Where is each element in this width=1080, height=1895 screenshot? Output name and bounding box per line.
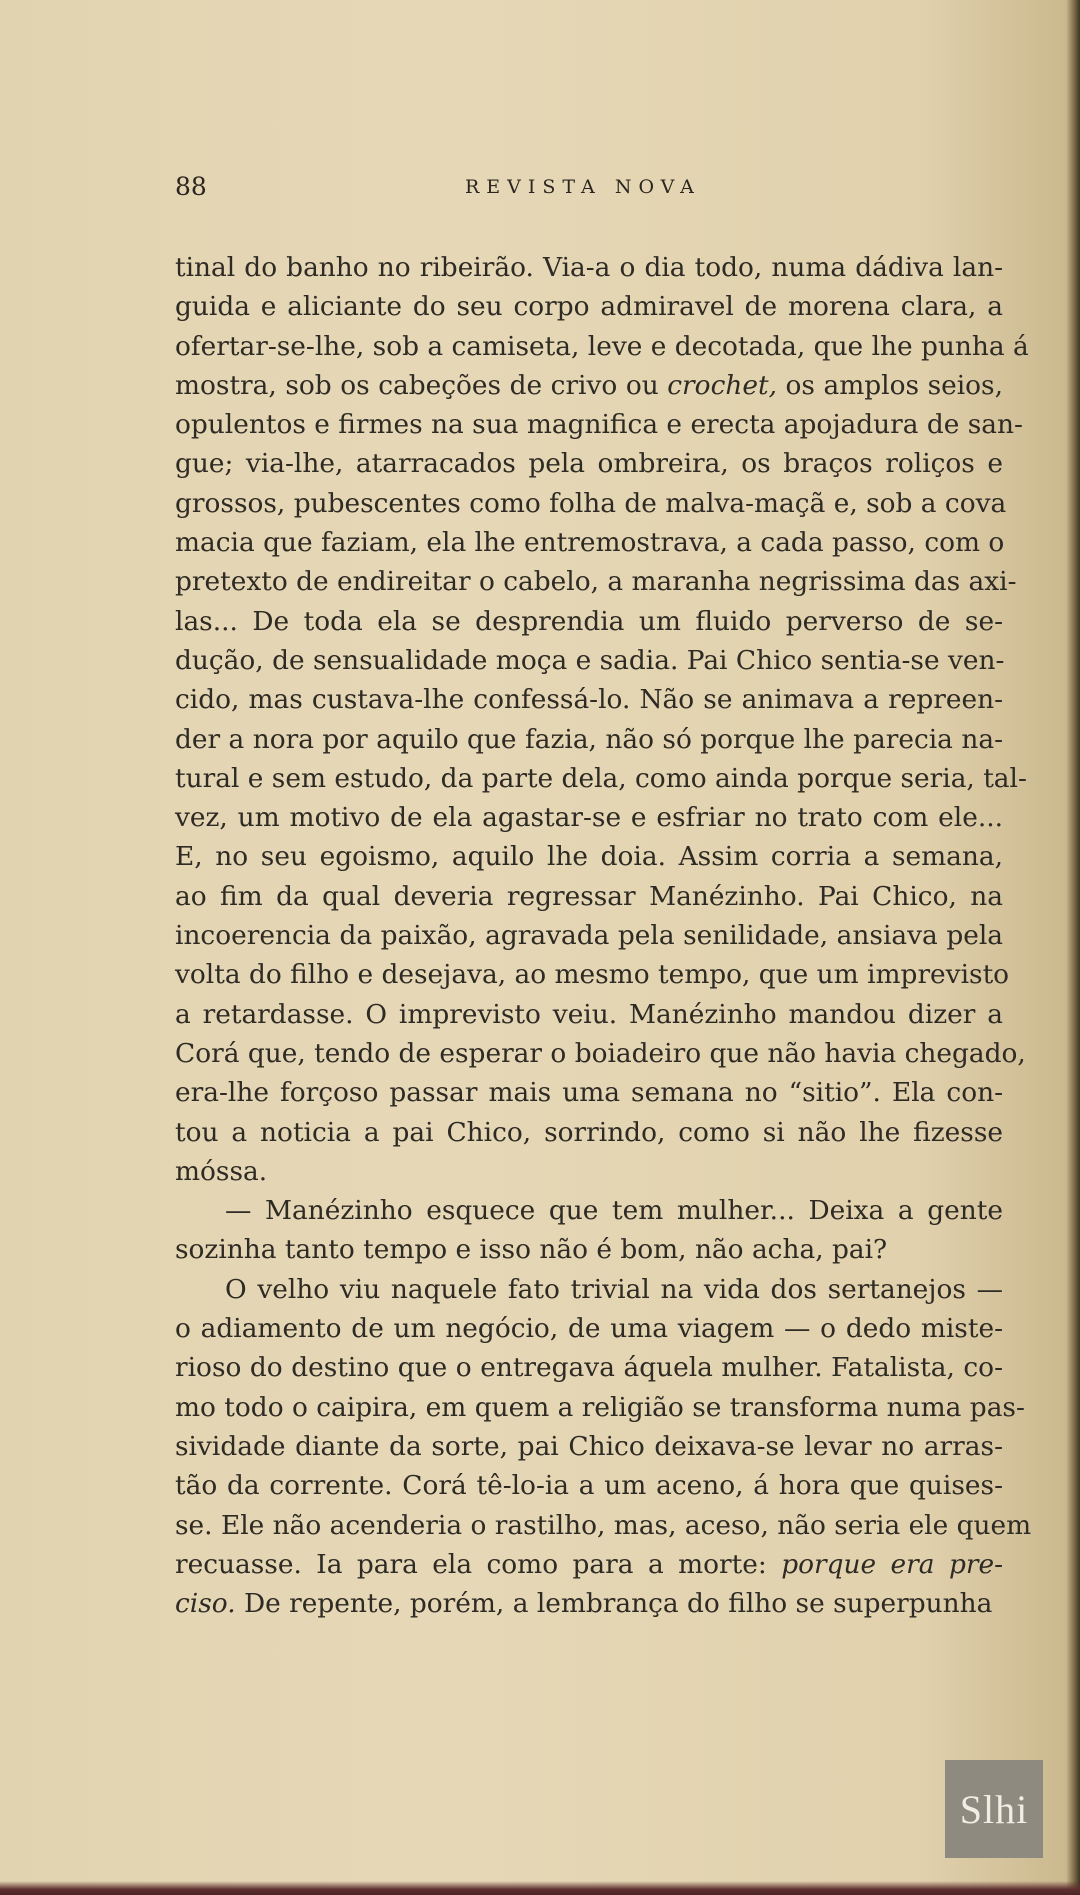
text-line: era-lhe forçoso passar mais uma semana no “sitio”. Ela con- — [175, 1077, 1003, 1109]
text-line — [175, 1584, 1003, 1623]
text-line: E, no seu egoismo, aquilo lhe doia. Assim corria a semana, — [175, 841, 1003, 873]
italic-text: crochet, — [667, 369, 777, 401]
page-number: 88 — [175, 172, 207, 201]
text-line: opulentos e firmes na sua magnifica e erecta apojadura de san- — [175, 409, 1023, 441]
library-stamp-logo — [945, 1760, 1043, 1858]
text-line: tinal do banho no ribeirão. Via-a o dia todo, numa dádiva lan- — [175, 252, 1003, 283]
text-line: tão da corrente. Corá tê-lo-ia a um aceno, á hora que quises- — [175, 1470, 1003, 1502]
text-line: grossos, pubescentes como folha de malva-maçã e, sob a cova — [175, 487, 1007, 519]
text-line: sozinha tanto tempo e isso não é bom, não acha, pai? — [175, 1234, 888, 1266]
text-segment: De repente, porém, a lembrança do filho se superpunha — [235, 1588, 993, 1620]
text-line: guida e aliciante do seu corpo admiravel de morena clara, a — [175, 291, 1003, 323]
paragraph — [175, 248, 1029, 1191]
page-edge-bottom — [0, 1881, 1080, 1895]
text-line: las... De toda ela se desprendia um fluido perverso de se- — [175, 605, 1003, 637]
text-segment: mostra, sob os cabeções de crivo ou — [175, 369, 668, 401]
text-line — [175, 1545, 1003, 1584]
text-line: se. Ele não acenderia o rastilho, mas, aceso, não seria ele quem — [175, 1509, 1032, 1541]
text-segment: recuasse. Ia para ela como para a morte: — [175, 1548, 782, 1580]
text-line: mo todo o caipira, em quem a religião se transforma numa pas- — [175, 1391, 1025, 1423]
text-segment: os amplos seios, — [776, 369, 1003, 401]
text-line: O velho viu naquele fato trivial na vida dos sertanejos — — [225, 1273, 1003, 1305]
text-line: tou a noticia a pai Chico, sorrindo, como si não lhe fizesse — [175, 1116, 1003, 1148]
text-line: dução, de sensualidade moça e sadia. Pai Chico sentia-se ven- — [175, 644, 1005, 676]
text-line: der a nora por aquilo que fazia, não só porque lhe parecia na- — [175, 723, 1003, 755]
text-line: ofertar-se-lhe, sob a camiseta, leve e decotada, que lhe punha á — [175, 330, 1029, 362]
text-line: gue; via-lhe, atarracados pela ombreira, os braços roliços e — [175, 448, 1003, 480]
text-line: incoerencia da paixão, agravada pela senilidade, ansiava pela — [175, 920, 1003, 952]
paragraph — [175, 1270, 1032, 1624]
text-line: — Manézinho esquece que tem mulher... Deixa a gente — [225, 1195, 1003, 1227]
text-line: pretexto de endireitar o cabelo, a maranha negrissima das axi- — [175, 566, 1017, 598]
italic-text: porque era pre- — [781, 1548, 1003, 1580]
text-line — [175, 366, 1003, 405]
running-head: REVISTA NOVA — [465, 176, 701, 198]
text-line: macia que faziam, ela lhe entremostrava, a cada passo, com o — [175, 527, 1005, 559]
text-line: tural e sem estudo, da parte dela, como ainda porque seria, tal- — [175, 762, 1027, 794]
library-stamp-text: Slhi — [959, 1786, 1029, 1832]
text-line: cido, mas custava-lhe confessá-lo. Não se animava a repreen- — [175, 684, 1003, 716]
text-line: ao fim da qual deveria regressar Manézinho. Pai Chico, na — [175, 880, 1003, 912]
text-line: Corá que, tendo de esperar o boiadeiro que não havia chegado, — [175, 1037, 1026, 1069]
italic-text: ciso. — [175, 1588, 236, 1620]
text-line: rioso do destino que o entregava áquela mulher. Fatalista, co- — [175, 1352, 1003, 1384]
page-header — [175, 172, 1003, 212]
text-line: volta do filho e desejava, ao mesmo tempo, que um imprevisto — [175, 959, 1010, 991]
paragraph — [175, 1191, 1003, 1270]
text-line: a retardasse. O imprevisto veiu. Manézinho mandou dizer a — [175, 998, 1003, 1030]
body-text — [175, 248, 1032, 1623]
text-line: o adiamento de um negócio, de uma viagem — o dedo miste- — [175, 1313, 1003, 1345]
text-line: vez, um motivo de ela agastar-se e esfriar no trato com ele... — [175, 802, 1003, 834]
text-line: sividade diante da sorte, pai Chico deixava-se levar no arras- — [175, 1430, 1003, 1462]
text-line: móssa. — [175, 1155, 268, 1187]
page-edge-right — [1066, 0, 1080, 1895]
